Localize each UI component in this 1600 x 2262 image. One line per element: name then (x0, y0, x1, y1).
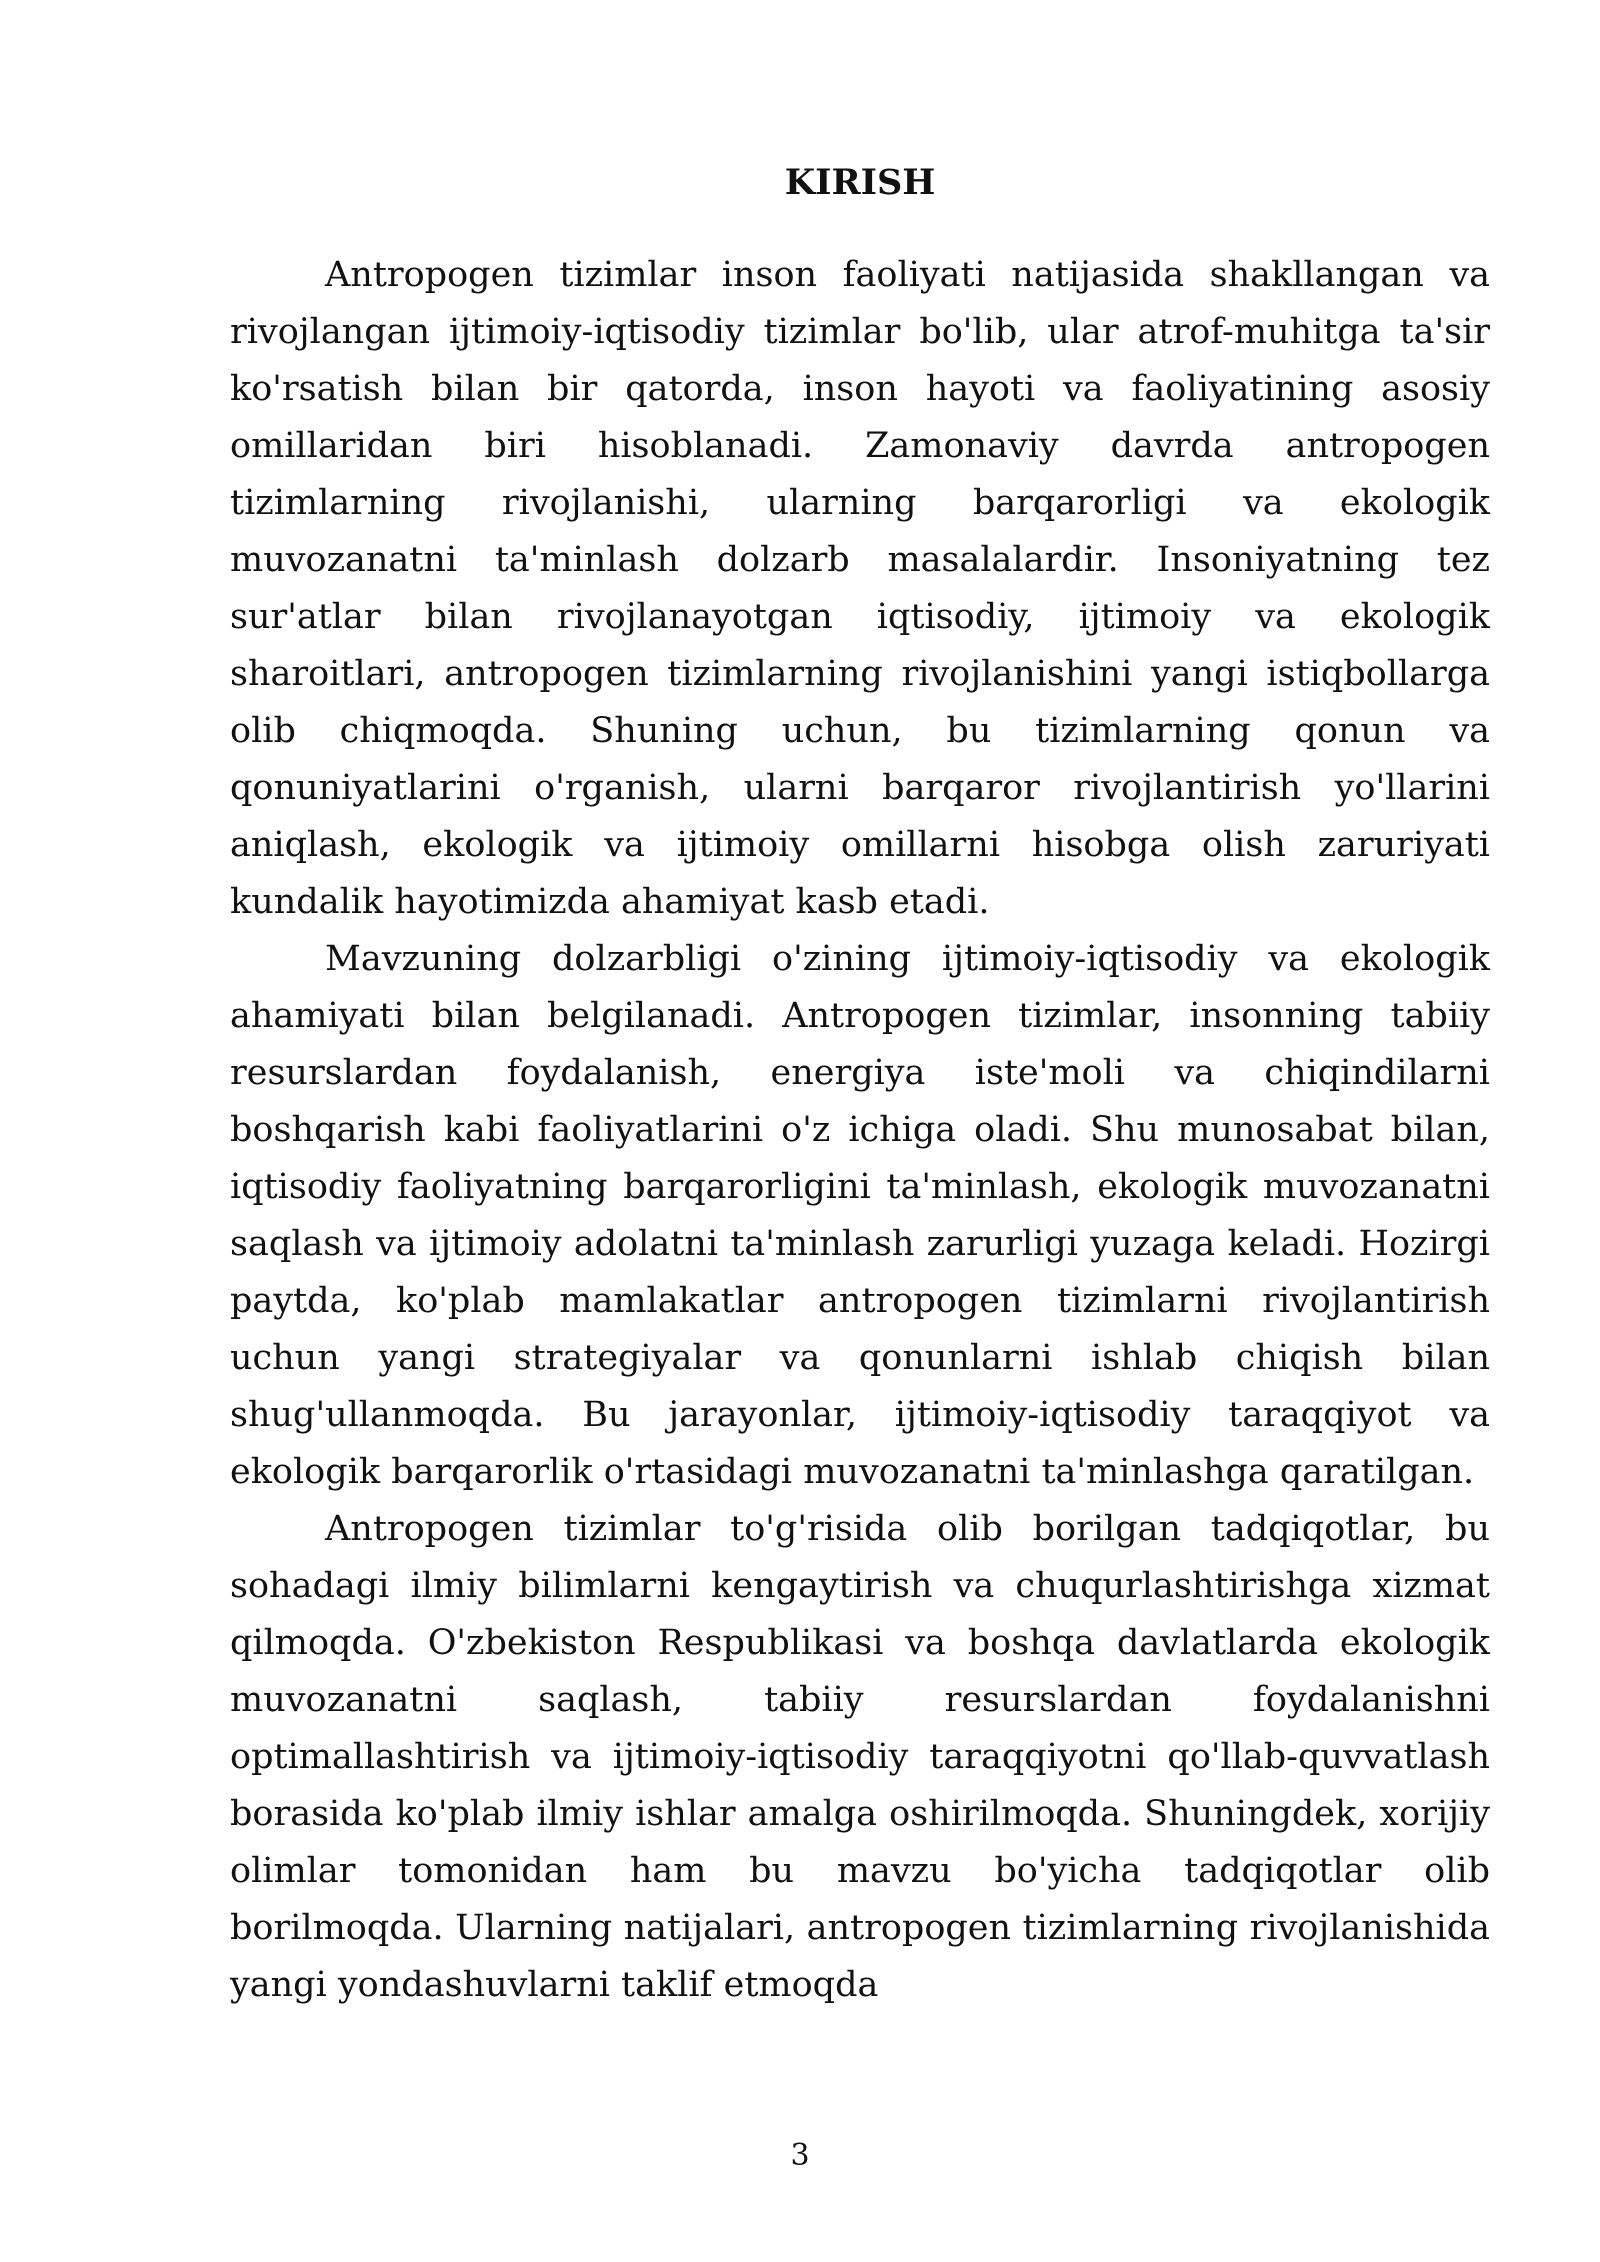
page-number: 3 (790, 2138, 810, 2173)
paragraph-2: Mavzuning dolzarbligi o'zining ijtimoiy-iqtisodiy va ekologik ahamiyati bilan belgilanadi. Antropogen tizimlar, insonning tabiiy resurslardan foydalanish, energiya iste'moli va chiqindilarni boshqarish kabi faoliyatlarini o'z ichiga oladi. Shu munosabat bilan, iqtisodiy faoliyatning barqarorligini ta'minlash, ekologik muvozanatni saqlash va ijtimoiy adolatni ta'minlash zarurligi yuzaga keladi. Hozirgi paytda, ko'plab mamlakatlar antropogen tizimlarni rivojlantirish uchun yangi strategiyalar va qonunlarni ishlab chiqish bilan shug'ullanmoqda. Bu jarayonlar, ijtimoiy-iqtisodiy taraqqiyot va ekologik barqarorlik o'rtasidagi muvozanatni ta'minlashga qaratilgan. (230, 939, 1490, 1492)
paragraph-3: Antropogen tizimlar to'g'risida olib borilgan tadqiqotlar, bu sohadagi ilmiy bilimlarni kengaytirish va chuqurlashtirishga xizmat qilmoqda. O'zbekiston Respublikasi va boshqa davlatlarda ekologik muvozanatni saqlash, tabiiy resurslardan foydalanishni optimallashtirish va ijtimoiy-iqtisodiy taraqqiyotni qo'llab-quvvatlash borasida ko'plab ilmiy ishlar amalga oshirilmoqda. Shuningdek, xorijiy olimlar tomonidan ham bu mavzu bo'yicha tadqiqotlar olib borilmoqda. Ularning natijalari, antropogen tizimlarning rivojlanishida yangi yondashuvlarni taklif etmoqda (230, 1509, 1490, 2005)
title-area (0, 160, 1600, 210)
page-title: KIRISH (784, 162, 936, 203)
body-text (230, 247, 1490, 2014)
paragraph-1: Antropogen tizimlar inson faoliyati natijasida shakllangan va rivojlangan ijtimoiy-iqtisodiy tizimlar bo'lib, ular atrof-muhitga ta'sir ko'rsatish bilan bir qatorda, inson hayoti va faoliyatining asosiy omillaridan biri hisoblanadi. Zamonaviy davrda antropogen tizimlarning rivojlanishi, ularning barqarorligi va ekologik muvozanatni ta'minlash dolzarb masalalardir. Insoniyatning tez sur'atlar bilan rivojlanayotgan iqtisodiy, ijtimoiy va ekologik sharoitlari, antropogen tizimlarning rivojlanishini yangi istiqbollarga olib chiqmoqda. Shuning uchun, bu tizimlarning qonun va qonuniyatlarini o'rganish, ularni barqaror rivojlantirish yo'llarini aniqlash, ekologik va ijtimoiy omillarni hisobga olish zaruriyati kundalik hayotimizda ahamiyat kasb etadi. (230, 255, 1490, 922)
